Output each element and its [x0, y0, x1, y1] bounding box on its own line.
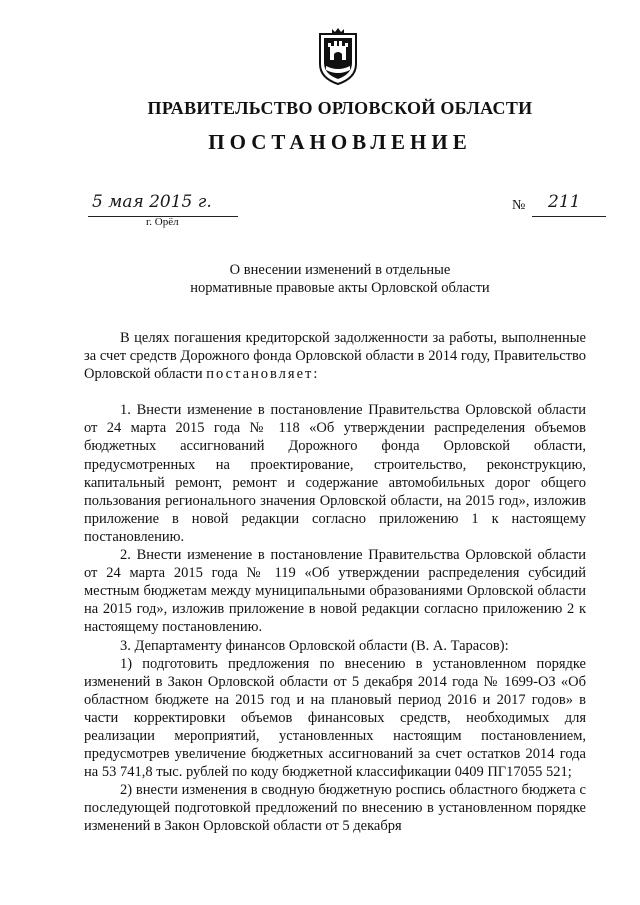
item-3-paragraph: 3. Департаменту финансов Орловской области (В. А. Тарасов):	[120, 637, 509, 654]
city-label: г. Орёл	[146, 216, 179, 228]
item-3-1-paragraph: 1) подготовить предложения по внесению в установленном порядке изменений в Закон Орловской области от 5 декабря 2014 года № 1699-ОЗ «Об областном бюджете на 2015 год и на плановый период 2016 и 2017 годов» в части корректировки объемов финансовых средств, необходимых для реализации мероприятий, установленных настоящим постановлением, предусмотрев увеличение бюджетных ассигнований за счет остатков 2014 года на 53 741,8 тыс. рублей по коду бюджетной классификации 0409 ПГ17055 521;	[84, 655, 586, 781]
handwritten-number: 211	[548, 192, 581, 212]
decree-word: постановляет:	[206, 366, 320, 383]
document-type-title: ПОСТАНОВЛЕНИЕ	[208, 130, 472, 154]
item-3-2-paragraph: 2) внести изменения в сводную бюджетную роспись областного бюджета с последующей подготовкой предложений по внесению в установленном порядке изменений в Закон Орловской области от 5 декабря	[84, 782, 586, 835]
subject-line-2: нормативные правовые акты Орловской области	[190, 280, 490, 296]
handwritten-date: 5 мая 2015 г.	[92, 192, 212, 212]
document-subject	[0, 261, 640, 297]
number-underline	[532, 192, 606, 217]
item-2-paragraph: 2. Внести изменение в постановление Правительства Орловской области от 24 марта 2015 года № 119 «Об утверждении распределения субсидий местным бюджетам между муниципальными образованиями Орловской области на 2015 год», изложив приложение в новой редакции согласно приложению 2 к настоящему постановлению.	[84, 547, 586, 636]
orel-region-coat-of-arms-icon	[316, 26, 360, 86]
item-1-paragraph: 1. Внести изменение в постановление Правительства Орловской области от 24 марта 2015 года № 118 «Об утверждении распределения объемов бюджетных ассигнований Дорожного фонда Орловской области, предусмотренных на проектирование, строительство, реконструкцию, капитальный ремонт, ремонт и содержание автомобильных дорог общего пользования регионального значения Орловской области, на 2015 год», изложив приложение в новой редакции согласно приложению 1 к настоящему постановлению.	[84, 402, 586, 545]
government-title: ПРАВИТЕЛЬСТВО ОРЛОВСКОЙ ОБЛАСТИ	[147, 98, 533, 118]
subject-line-1: О внесении изменений в отдельные	[229, 262, 451, 278]
preamble-text: В целях погашения кредиторской задолженности за работы, выполненные за счет средств Дорожного фонда Орловской области в 2014 году, Правительство Орловской области	[84, 330, 586, 383]
date-field	[88, 192, 238, 217]
preamble-paragraph	[84, 329, 586, 383]
number-sign-label: №	[512, 198, 526, 213]
document-body	[84, 329, 586, 836]
